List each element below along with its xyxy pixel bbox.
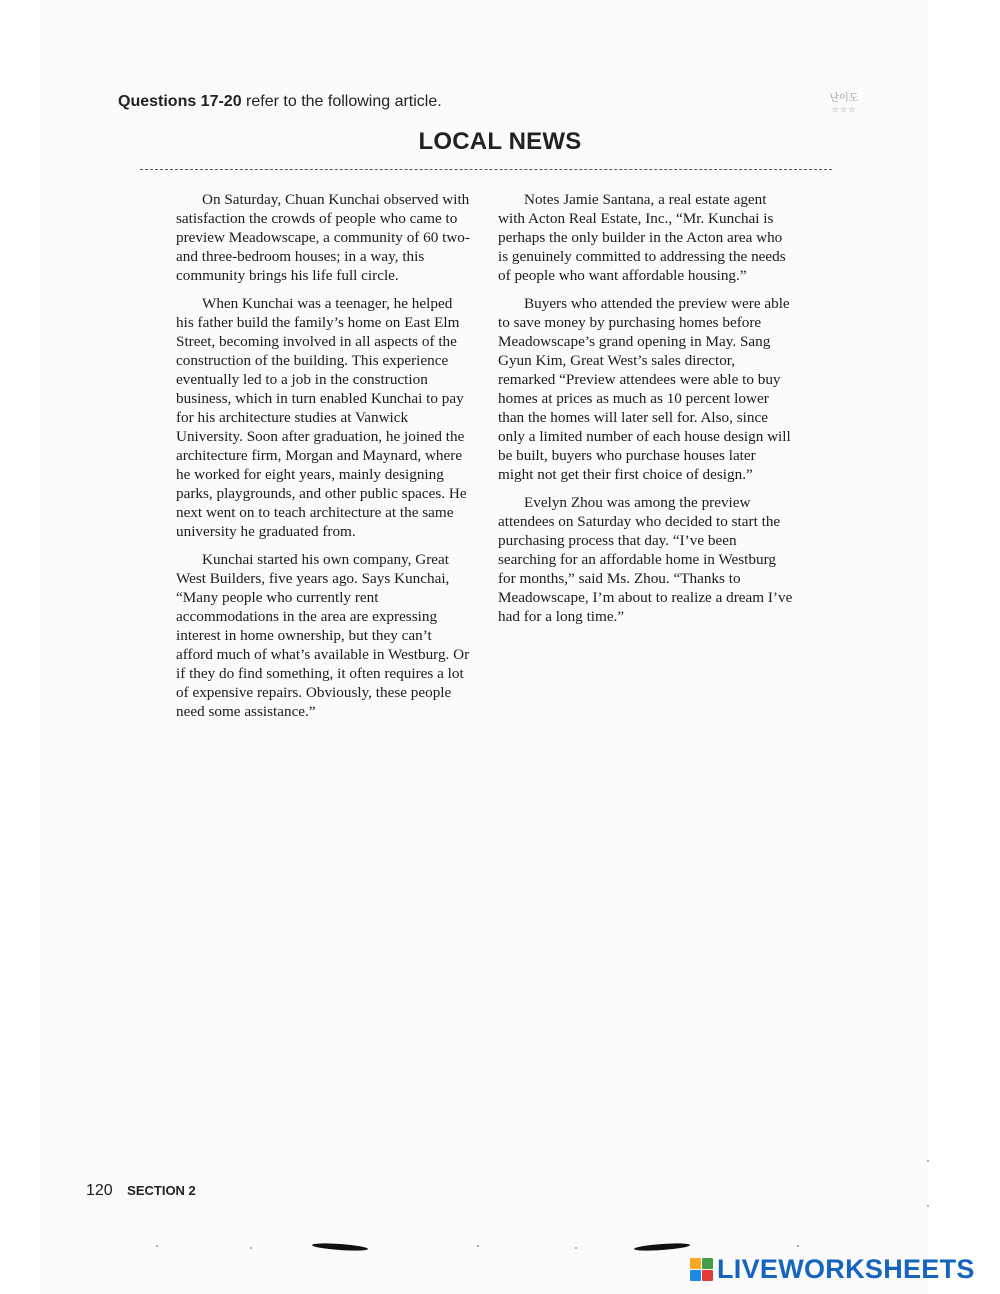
article-paragraph: Notes Jamie Santana, a real estate agent with Acton Real Estate, Inc., “Mr. Kunchai is perhaps the only builder in the Acton area who is genuinely committed to addressing the needs of people who want affordable housing.” — [498, 191, 786, 284]
scan-speck — [250, 1247, 252, 1249]
scan-speck — [575, 1247, 577, 1249]
questions-range: Questions 17-20 — [118, 93, 242, 110]
difficulty-label: 난이도 — [829, 93, 859, 104]
liveworksheets-brand — [690, 1254, 975, 1285]
scan-speck — [927, 1160, 929, 1162]
article-left-column — [176, 190, 472, 730]
page-footer — [86, 1182, 196, 1200]
article-paragraph: On Saturday, Chuan Kunchai observed with satisfaction the crowds of people who came to preview Meadowscape, a community of 60 two-and three-bedroom houses; in a way, this community brings his life full circle. — [176, 191, 470, 284]
article-paragraph: Evelyn Zhou was among the preview attendees on Saturday who decided to start the purchasing process that day. “I’ve been searching for an affordable home in Westburg for months,” said Ms. Zhou. “Thanks to Meadowscape, I’m about to realize a dream I’ve had for a long time.” — [498, 494, 793, 625]
logo-square — [702, 1258, 713, 1269]
logo-square — [690, 1258, 701, 1269]
article-paragraph: Buyers who attended the preview were able to save money by purchasing homes before Meadowscape’s grand opening in May. Sang Gyun Kim, Great West’s sales director, remarked “Preview attendees were able to buy homes at prices as much as 10 percent lower than the homes will later sell for. Also, since only a limited number of each house design will be built, buyers who purchase houses later might not get their first choice of design.” — [498, 295, 791, 483]
page-number: 120 — [86, 1182, 113, 1199]
difficulty-indicator — [824, 93, 864, 115]
article-title: LOCAL NEWS — [418, 128, 582, 155]
difficulty-stars: ☆☆☆ — [831, 105, 857, 114]
worksheet-page — [40, 0, 928, 1294]
article-right-column — [498, 190, 794, 635]
dashed-divider — [140, 169, 832, 170]
scan-speck — [797, 1245, 799, 1247]
liveworksheets-logo-icon — [690, 1258, 713, 1281]
scan-speck — [477, 1245, 479, 1247]
logo-square — [690, 1270, 701, 1281]
scan-speck — [156, 1245, 158, 1247]
article-paragraph: Kunchai started his own company, Great West Builders, five years ago. Says Kunchai, “Many people who currently rent accommodations in the area are expressing interest in home ownership, but they can’t afford much of what’s available in Westburg. Or if they do find something, it often requires a lot of expensive repairs. Obviously, these people need some assistance.” — [176, 551, 470, 720]
logo-square — [702, 1270, 713, 1281]
liveworksheets-wordmark: LIVEWORKSHEETS — [717, 1254, 975, 1284]
questions-text: refer to the following article. — [241, 93, 442, 110]
article-paragraph: When Kunchai was a teenager, he helped his father build the family’s home on East Elm Street, becoming involved in all aspects of the construction of the building. This experience eventually led to a job in the construction business, which in turn enabled Kunchai to pay for his architecture studies at Vanwick University. Soon after graduation, he joined the architecture firm, Morgan and Maynard, where he worked for eight years, mainly designing parks, playgrounds, and other public spaces. He next went on to teach architecture at the same university he graduated from. — [176, 295, 467, 540]
section-label: SECTION 2 — [127, 1183, 196, 1198]
scan-speck — [927, 1205, 929, 1207]
questions-instruction — [118, 93, 442, 111]
